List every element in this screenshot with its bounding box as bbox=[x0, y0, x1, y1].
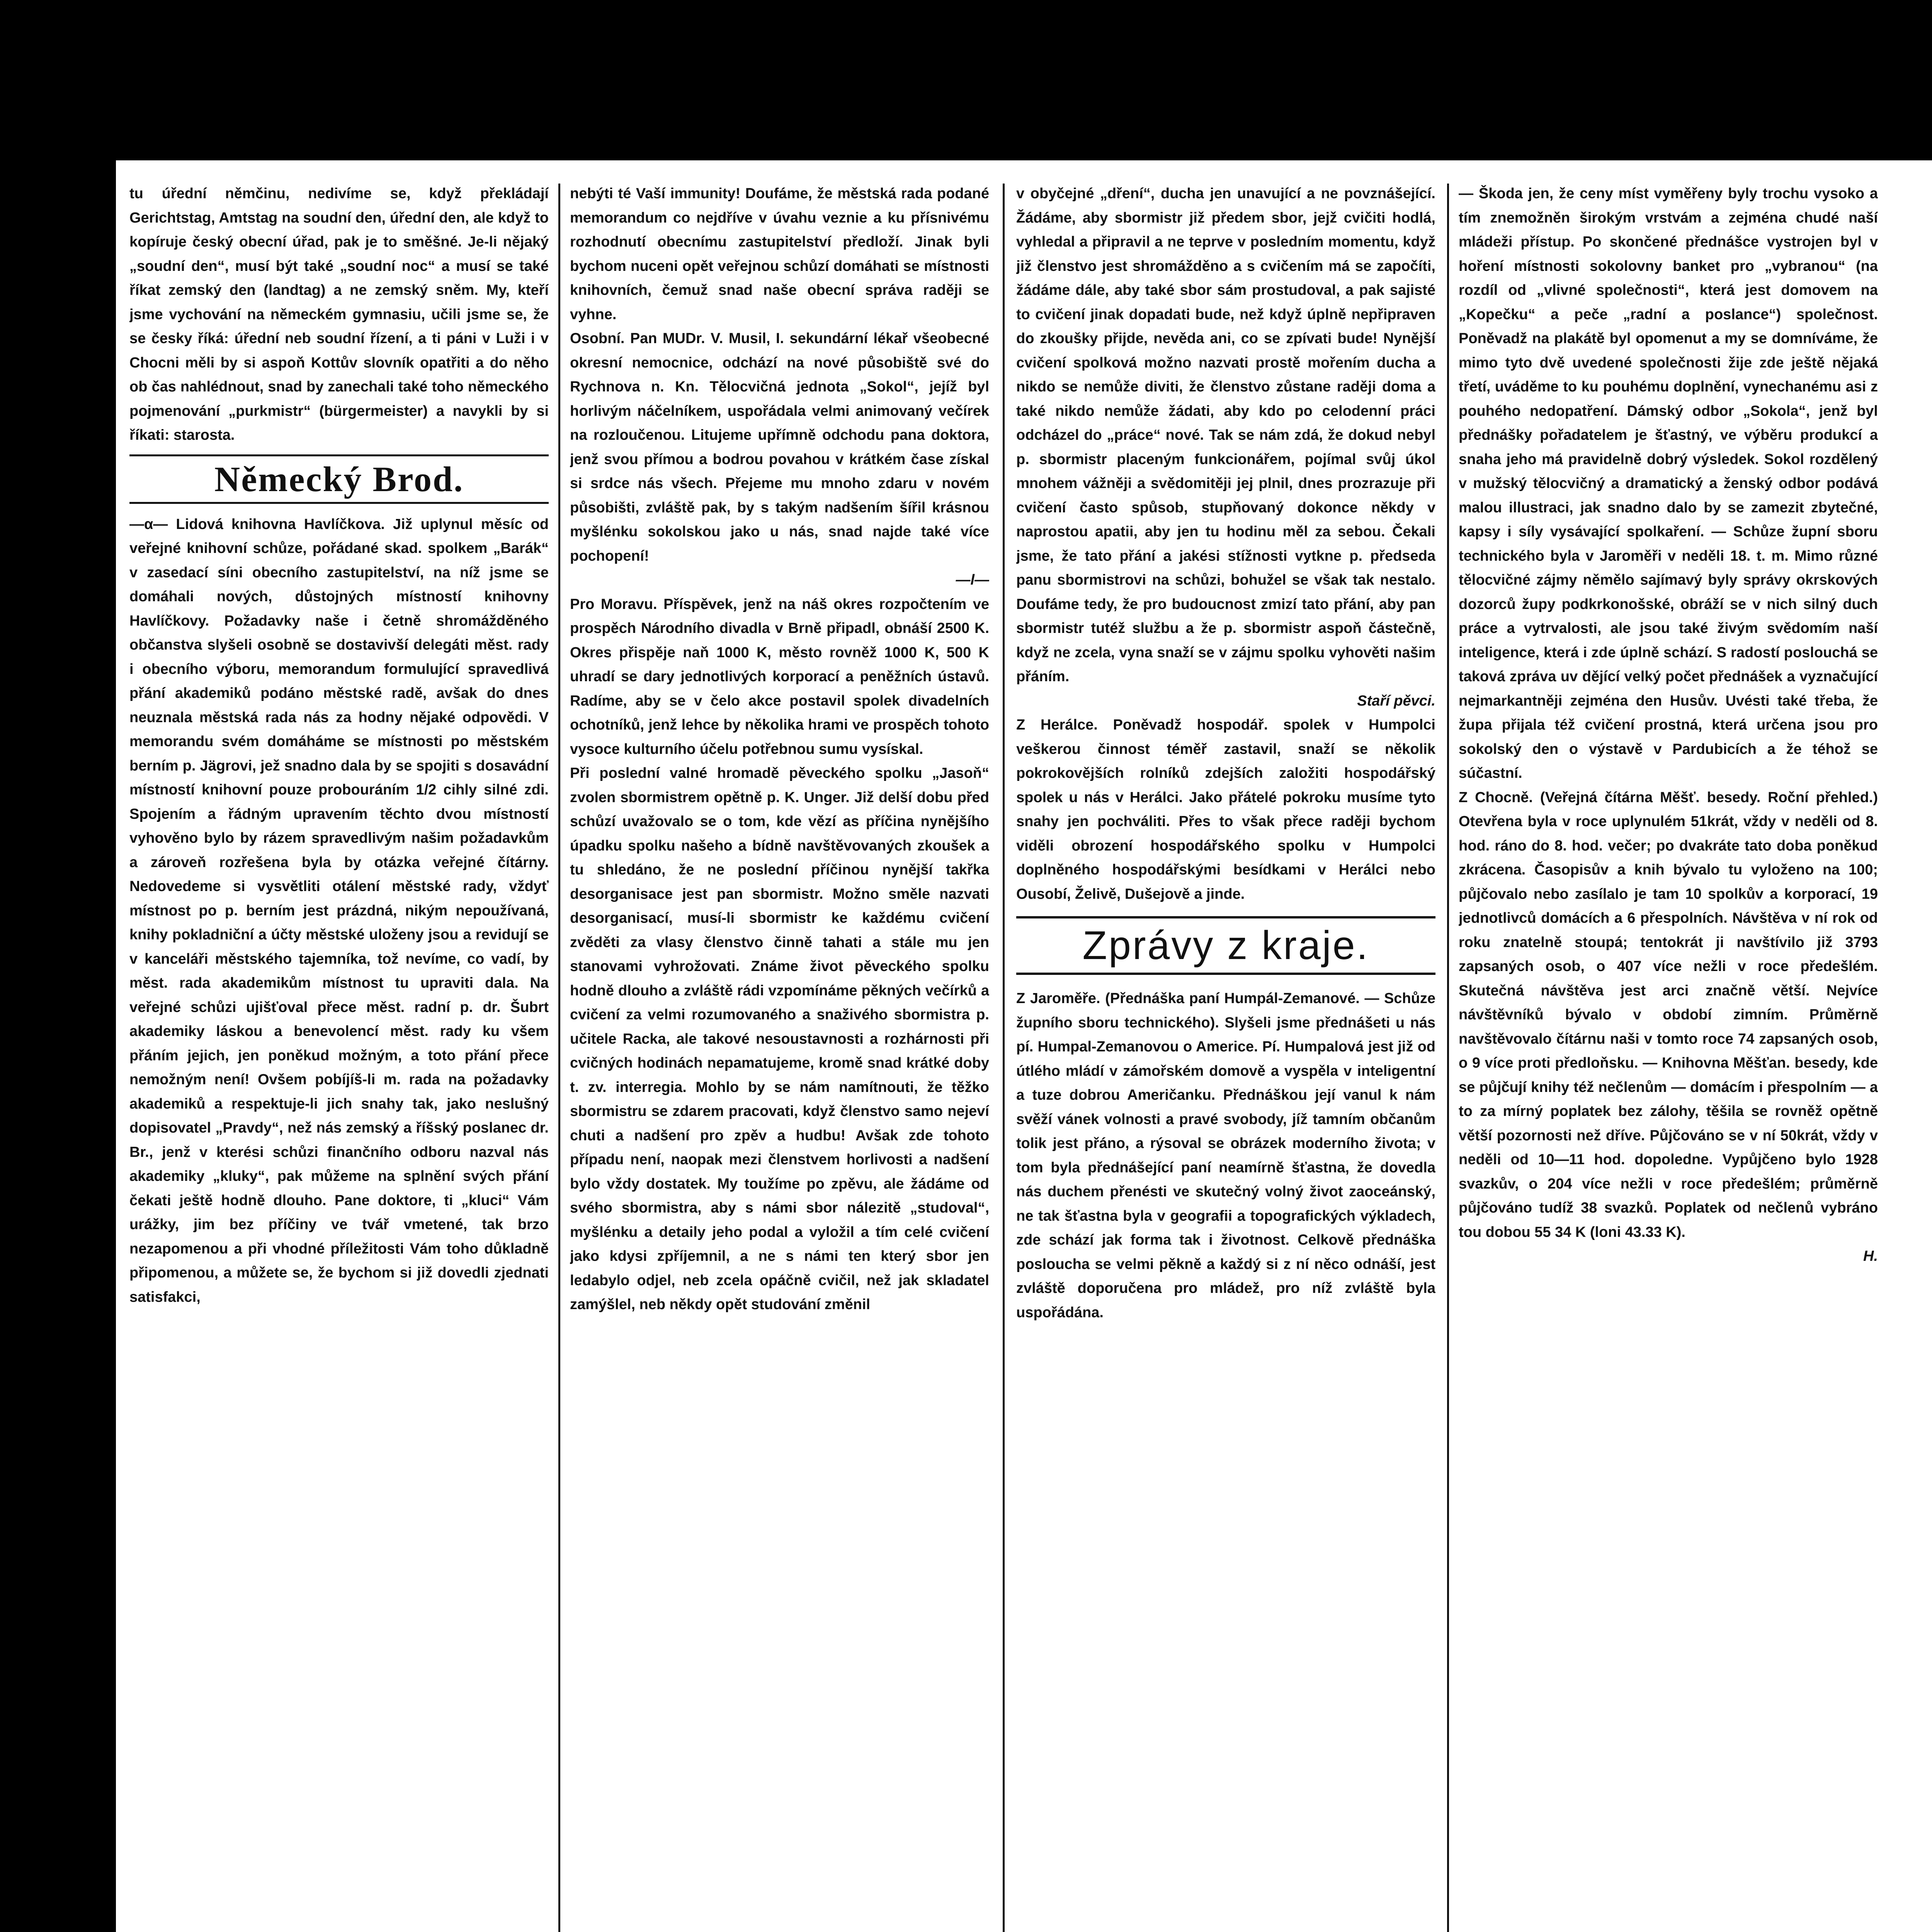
article-paragraph: Při poslední valné hromadě pěveckého spolku „Jasoň“ zvolen sbormistrem opětně p. K. Unger. Již delší dobu před schůzí uvažovalo se o tom, kde vězí as příčina nynějšího úpadku spolku našeho a bídně navštěvovaných zkoušek a tu shledáno, že ne poslední příčinou nynější takřka desorganisace jest pan sbormistr. Možno směle nazvati desorganisací, musí-li sbormistr ke každému cvičení zvěděti za vlasy členstvo činně tahati a stále mu jen stanovami vyhrožovati. Známe život pěveckého spolku hodně dlouho a zvláště rádi vzpomínáme pěkných večírků a cvičení za velmi rozumovaného a snaživého sbormistra p. učitele Racka, ale takové nesoustavnosti a rozhárnosti při cvičných hodinách nepamatujeme, kromě snad krátké doby t. zv. interregia. Mohlo by se nám namítnouti, že těžko sbormistru se zdarem pracovati, když členstvo samo nejeví chuti a nadšení pro zpěv a hudbu! Avšak zde tohoto případu není, naopak mezi členstvem horlivosti a nadšení bylo vždy dostatek. My toužíme po zpěvu, ale žádáme od svého sbormistra, aby s námi sbor nálezitě „studoval“, myšlénku a detaily jeho podal a vyložil a tím celé cvičení jako kdysi zpříjemnil, a ne s námi ten který sbor jen ledabylo odjel, neb zcela opáčně cvičil, než jak skladatel zamýšlel, neb někdy opět studování změnil bbox=[570, 765, 989, 1313]
column-divider bbox=[1447, 184, 1449, 1932]
article-signature: —l— bbox=[956, 572, 989, 588]
article-paragraph: nebýti té Vaší immunity! Doufáme, že městská rada podané memorandum co nejdříve v úvahu veznie a ku přísnivému rozhodnutí obecnímu zastupitelství předloží. Jinak byli bychom nuceni opět veřejnou schůzí domáhati se místnosti knihovních, čemuž snad naše obecní správa raději se vyhne. bbox=[570, 185, 989, 323]
column-4 bbox=[1459, 182, 1878, 1932]
column-divider bbox=[1003, 184, 1005, 1932]
article-signature: Staří pěvci. bbox=[1357, 692, 1435, 709]
column-divider bbox=[558, 184, 560, 1932]
article-paragraph: Z Chocně. (Veřejná čítárna Měšť. besedy. Roční přehled.) Otevřena byla v roce uplynulém 51krát, vždy v neděli od 8. hod. ráno do 8. hod. večer; po dvakráte tato doba poněkud zkrácena. Časopisův a knih bývalo tu vyloženo na 100; půjčovalo nebo zasílalo je tam 10 spolkův a korporací, 19 jednotlivců domácích a 6 přespolních. Návštěva v ní rok od roku znatelně stoupá; tentokrát ji navštívilo již 3793 zapsaných osob, o 407 více nežli v roce předešlém. Skutečná návštěva jest arci značně větší. Nejvíce návštěvníků bývalo v období zimním. Průměrně navštěvovalo čítárnu naši v tomto roce 74 zapsaných osob, o 9 více proti předloňsku. — Knihovna Měšťan. besedy, kde se půjčují knihy též nečlenům — domácím i přespolním — a to za mírný poplatek bez zálohy, těšila se rovněž opětně větší pozornosti než dříve. Půjčováno se v ní 50krát, vždy v neděli od 10—11 hod. dopoledne. Vypůjčeno bylo 1928 svazkův, o 204 více nežli v roce předešlém; průměrně půjčováno tudíž 38 svazků. Poplatek od nečlenů vybráno tou dobou 55 34 K (loni 43.33 K). bbox=[1459, 789, 1878, 1240]
column-2 bbox=[570, 182, 989, 1932]
article-paragraph: Z Herálce. Poněvadž hospodář. spolek v Humpolci veškerou činnost téměř zastavil, snaží se několik pokrokovějších rolníků zdejších založiti hospodářský spolek u nás v Herálci. Jako přátelé pokroku musíme tyto snahy jen pochváliti. Přes to však přece raději bychom viděli obrození hospodářského spolku v Humpolci doplněného hospodářskými besídkami v Herálci nebo Ousobí, Želivě, Dušejově a jinde. bbox=[1016, 717, 1435, 902]
article-paragraph: — Škoda jen, že ceny míst vyměřeny byly trochu vysoko a tím znemožněn širokým vrstvám a zejména chudé naší mládeži přístup. Po skončené přednášce vystrojen byl v hoření místnosti sokolovny banket pro „vybranou“ (na rozdíl od „vlivné společnosti“, která jest domovem na „Kopečku“ a peče „radní a poslance“) společnost. Poněvadž na plakátě byl opomenut a my se domníváme, že mimo tyto dvě uvedené společnosti žije zde ještě nějaká třetí, uváděme to ku pouhému doplnění, vynechanému asi z pouhého nedopatření. Dámský odbor „Sokola“, jenž byl přednášky pořadatelem je šťastný, ve výběru produkcí a snaha jeho má pravidelně dobrý výsledek. Sokol rozdělený v mužský tělocvičný a dramatický a ženský odbor podává malou illustraci, jak snadno dalo by se zamezit zbytečné, kapsy i síly vysávající spolkaření. — Schůze župní sboru technického byla v Jaroměři v neděli 18. t. m. Mimo různé tělocvičné zájmy němělo sajímavý byly správy okrskových dozorců župy podkrkonošské, obráží se v nich silný duch práce a vytrvalosti, ale jsou také živým svědomím naší inteligence, která i zde úplně schází. S radostí poslouchá se taková zpráva uv dějící velký počet přednášek a vyznačující nejmarkantněji zejména den Husův. Uvésti také třeba, že župa přijala též cvičení prostná, která určena jsou pro sokolský den o výstavě v Pardubicích a že téhož se súčastní. bbox=[1459, 185, 1878, 781]
article-paragraph: Z Jaroměře. (Přednáška paní Humpál-Zemanové. — Schůze župního sboru technického). Slyšeli jsme přednášeti u nás pí. Humpal-Zemanovou o Americe. Pí. Humpalová jest již od útlého mládí v zámořském domově a vyspěla v inteligentní a tuze dobrou Američanku. Přednáškou její vanul k nám svěží vánek volnosti a pravé svobody, jíž tamním občanům tolik jest přáno, a rýsoval se obrázek moderního života; v tom byla přednášející paní neamírně šťastna, že dovedla nás duchem přenésti ve skutečný volný život zaoceánský, ne tak šťastna byla v geografii a topografických výkladech, zde schází jak forma tak i životnost. Celkově přednáška posloucha se velmi pěkně a každý si z ní něco odnáší, jest zvláště doporučena pro mládež, pro níž zvláště byla uspořádána. bbox=[1016, 990, 1435, 1321]
section-heading-zpravy-z-kraje: Zprávy z kraje. bbox=[1016, 916, 1435, 975]
article-signature: H. bbox=[1863, 1248, 1878, 1264]
article-paragraph: —α— Lidová knihovna Havlíčkova. Již uplynul měsíc od veřejné knihovní schůze, pořádané skad. spolkem „Barák“ v zasedací síni obecního zastupitelství, na níž jsme se domáhali nových, důstojných místností knihovny Havlíčkovy. Požadavky naše i četně shromážděného občanstva slyšeli osobně se dostavivší delegáti měst. rady i obecního výboru, memorandum formulující spravedlivá přání akademiků podáno městské radě, avšak do dnes neuznala městská rada nás za hodny nějaké odpovědi. V memorandu svém domáháme se místnosti po městském berním p. Jägrovi, jež snadno dala by se spojiti s dosavádní místností knihovní pouze probouráním 1/2 cihly silné zdi. Spojením a řádným upravením těchto dvou místností vyhověno bylo by rázem spravedlivým našim požadavkům a zároveň rozřešena byla by otázka veřejné čítárny. Nedovedeme si vysvětliti otálení městské rady, vždyť místnost po p. berním jest prázdná, nikým nepoužívaná, knihy pokladniční a účty městské uloženy jsou a revidují se v kanceláři městského tajemníka, tož nevíme, co vadí, by měst. rada akademikům místnost tu upraviti dala. Na veřejné schůzi ujišťoval přece měst. radní p. dr. Šubrt akademiky láskou a benevolencí měst. rady ku všem přáním jejich, jen poněkud možným, a toto přání přece nemožným není! Ovšem pobíjíš-li m. rada na požadavky akademiků a respektuje-li jich snahy tak, jako neslušný dopisovatel „Pravdy“, než nás zemský a říšský poslanec dr. Br., jenž v kterési schůzi finančního odboru nazval nás akademiky „kluky“, pak můžeme na splnění svých přání čekati ještě hodně dlouho. Pane doktore, ti „kluci“ Vám urážky, jim bez příčiny ve tvář vmetené, tak brzo nezapomenou a při vhodné příležitosti Vám toho důkladně připomenou, a můžete se, že bychom si již dovedli zjednati satisfakci, bbox=[129, 516, 549, 1305]
article-paragraph: v obyčejné „dření“, ducha jen unavující a ne povznášející. Žádáme, aby sbormistr již předem sbor, jejž cvičiti hodlá, vyhledal a připravil a ne teprve v posledním momentu, když již členstvo jest shromážděno a s cvičením má se započíti, žádáme dále, aby také sbor sám prostudoval, a pak sajisté to cvičení jinak dopadati bude, než když úplně nepřipraven do zkoušky přijde, nevěda ani, co se zpívati bude! Nynější cvičení spolková možno nazvati prostě mořením ducha a nikdo se nemůže diviti, že členstvo zůstane raději doma a také nikdo nemůže žádati, aby kdo po celodenní práci odcházel do „práce“ nové. Tak se nám zdá, že dokud nebyl p. sbormistr placeným funkcionářem, pojímal svůj úkol mnohem vážněji a svědomitěji jej plnil, dnes prozrazuje při cvičení často spůsob, stupňovaný dokonce někdy v naprostou apatii, aby jen tu hodinu měl za sebou. Čekali jsme, že tato přání a jakési stížnosti vytkne p. předseda panu sbormistrovi na schůzi, bohužel se však tak nestalo. Doufáme tedy, že pro budoucnost zmizí tato přání, aby pan sbormistr tutéž službu a že p. sbormistr aspoň částečně, když ne zcela, vyna snaží se v zájmu spolku vyhověti našim přáním. bbox=[1016, 185, 1435, 685]
newspaper-page bbox=[116, 160, 1932, 1932]
column-1 bbox=[129, 182, 549, 1932]
column-3 bbox=[1016, 182, 1435, 1932]
article-paragraph: Osobní. Pan MUDr. V. Musil, I. sekundární lékař všeobecné okresní nemocnice, odchází na nové působiště své do Rychnova n. Kn. Tělocvičná jednota „Sokol“, jejíž byl horlivým náčelníkem, uspořádala velmi animovaný večírek na rozloučenou. Litujeme upřímně odchodu pana doktora, jenž svou přímou a bodrou povahou v krátkém čase získal si srdce nás všech. Přejeme mu mnoho zdaru v novém působišti, zvláště pak, by s takým nadšením šířil krásnou myšlénku sokolskou jako u nás, snad najde také více pochopení! bbox=[570, 330, 989, 564]
section-heading-nemecky-brod: Německý Brod. bbox=[129, 454, 549, 504]
article-paragraph: Pro Moravu. Příspěvek, jenž na náš okres rozpočtením ve prospěch Národního divadla v Brně připadl, obnáší 2500 K. Okres přispěje naň 1000 K, město rovněž 1000 K, 500 K uhradí se dary jednotlivých korporací a peněžních ústavů. Radíme, aby se v čelo akce postavil spolek divadelních ochotníků, jenž lehce by několika hrami ve prospěch tohoto vysoce kulturního účelu potřebnou sumu vysískal. bbox=[570, 596, 989, 757]
article-paragraph: tu úřední němčinu, nedivíme se, když překládají Gerichtstag, Amtstag na soudní den, úřední den, ale když to kopíruje český obecní úřad, pak je to směšné. Je-li nějaký „soudní den“, musí být také „soudní noc“ a musí se také říkat zemský den (landtag) a ne zemský sněm. My, kteří jsme vychování na německém gymnasiu, učili jsme se, že se česky říká: úřední neb soudní řízení, a ti páni v Luži i v Chocni měli by si aspoň Kottův slovník opatřiti a do něho ob čas nahlédnout, snad by zanechali také toho německého pojmenování „purkmistr“ (bürgermeister) a navykli by si říkati: starosta. bbox=[129, 185, 549, 443]
